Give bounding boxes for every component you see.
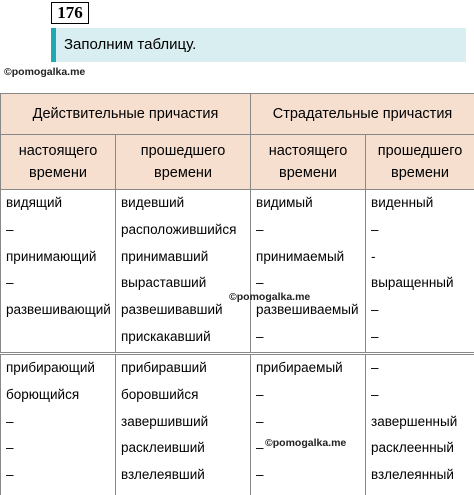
word-entry: – (371, 382, 474, 409)
cell-active-past (116, 190, 251, 354)
word-entry: видевший (121, 190, 250, 217)
word-entry: видимый (256, 190, 365, 217)
exercise-number: 176 (51, 2, 89, 24)
word-entry: – (256, 382, 365, 409)
word-entry: взлелеявший (121, 462, 250, 489)
table-row (1, 190, 474, 354)
word-entry: борющийся (6, 382, 115, 409)
word-entry: – (256, 462, 365, 489)
word-entry: развешивающий (6, 297, 115, 324)
header-passive: Страдательные причастия (251, 94, 474, 135)
word-entry: принимаемый (256, 244, 365, 271)
word-entry: – (6, 217, 115, 244)
word-entry: выраставший (121, 270, 250, 297)
word-entry: расклеенный (371, 435, 474, 462)
subheader-active-present: настоящего времени (1, 135, 116, 190)
word-entry: принимающий (6, 244, 115, 271)
word-entry: – (6, 435, 115, 462)
table-row (1, 354, 474, 495)
word-entry: – (371, 297, 474, 324)
word-entry: виденный (371, 190, 474, 217)
word-entry: – (256, 270, 365, 297)
word-entry: – (6, 462, 115, 489)
watermark-top: ©pomogalka.me (4, 66, 85, 78)
word-entry: прибиравший (121, 355, 250, 382)
word-entry: прибирающий (6, 355, 115, 382)
header-active: Действительные причастия (1, 94, 251, 135)
word-entry: – (256, 217, 365, 244)
word-entry: боровшийся (121, 382, 250, 409)
word-entry: расположившийся (121, 217, 250, 244)
word-entry: – (371, 217, 474, 244)
word-entry: – (6, 270, 115, 297)
word-entry: – (371, 324, 474, 351)
word-entry: принимавший (121, 244, 250, 271)
watermark-middle: ©pomogalka.me (229, 291, 310, 303)
word-entry: завершивший (121, 409, 250, 436)
cell-active-present (1, 190, 116, 354)
word-entry: – (371, 355, 474, 382)
word-entry: прискакавший (121, 324, 250, 351)
word-entry (6, 324, 115, 351)
word-entry: видящий (6, 190, 115, 217)
cell-passive-present (251, 190, 366, 354)
cell-active-present (1, 354, 116, 495)
watermark-bottom: ©pomogalka.me (265, 437, 346, 449)
word-entry: – (256, 435, 365, 462)
word-entry: – (256, 324, 365, 351)
word-entry: развешивавший (121, 297, 250, 324)
cell-passive-present (251, 354, 366, 495)
instruction-banner: Заполним таблицу. (51, 28, 466, 62)
word-entry: развешиваемый (256, 297, 365, 324)
cell-passive-past (366, 190, 474, 354)
subheader-passive-past: прошедшего времени (366, 135, 474, 190)
word-entry: взлелеянный (371, 462, 474, 489)
word-entry: - (371, 244, 474, 271)
cell-passive-past (366, 354, 474, 495)
word-entry: расклеивший (121, 435, 250, 462)
subheader-active-past: прошедшего времени (116, 135, 251, 190)
word-entry: выращенный (371, 270, 474, 297)
word-entry: завершенный (371, 409, 474, 436)
word-entry: – (256, 409, 365, 436)
cell-active-past (116, 354, 251, 495)
word-entry: – (6, 409, 115, 436)
word-entry: прибираемый (256, 355, 365, 382)
subheader-passive-present: настоящего времени (251, 135, 366, 190)
